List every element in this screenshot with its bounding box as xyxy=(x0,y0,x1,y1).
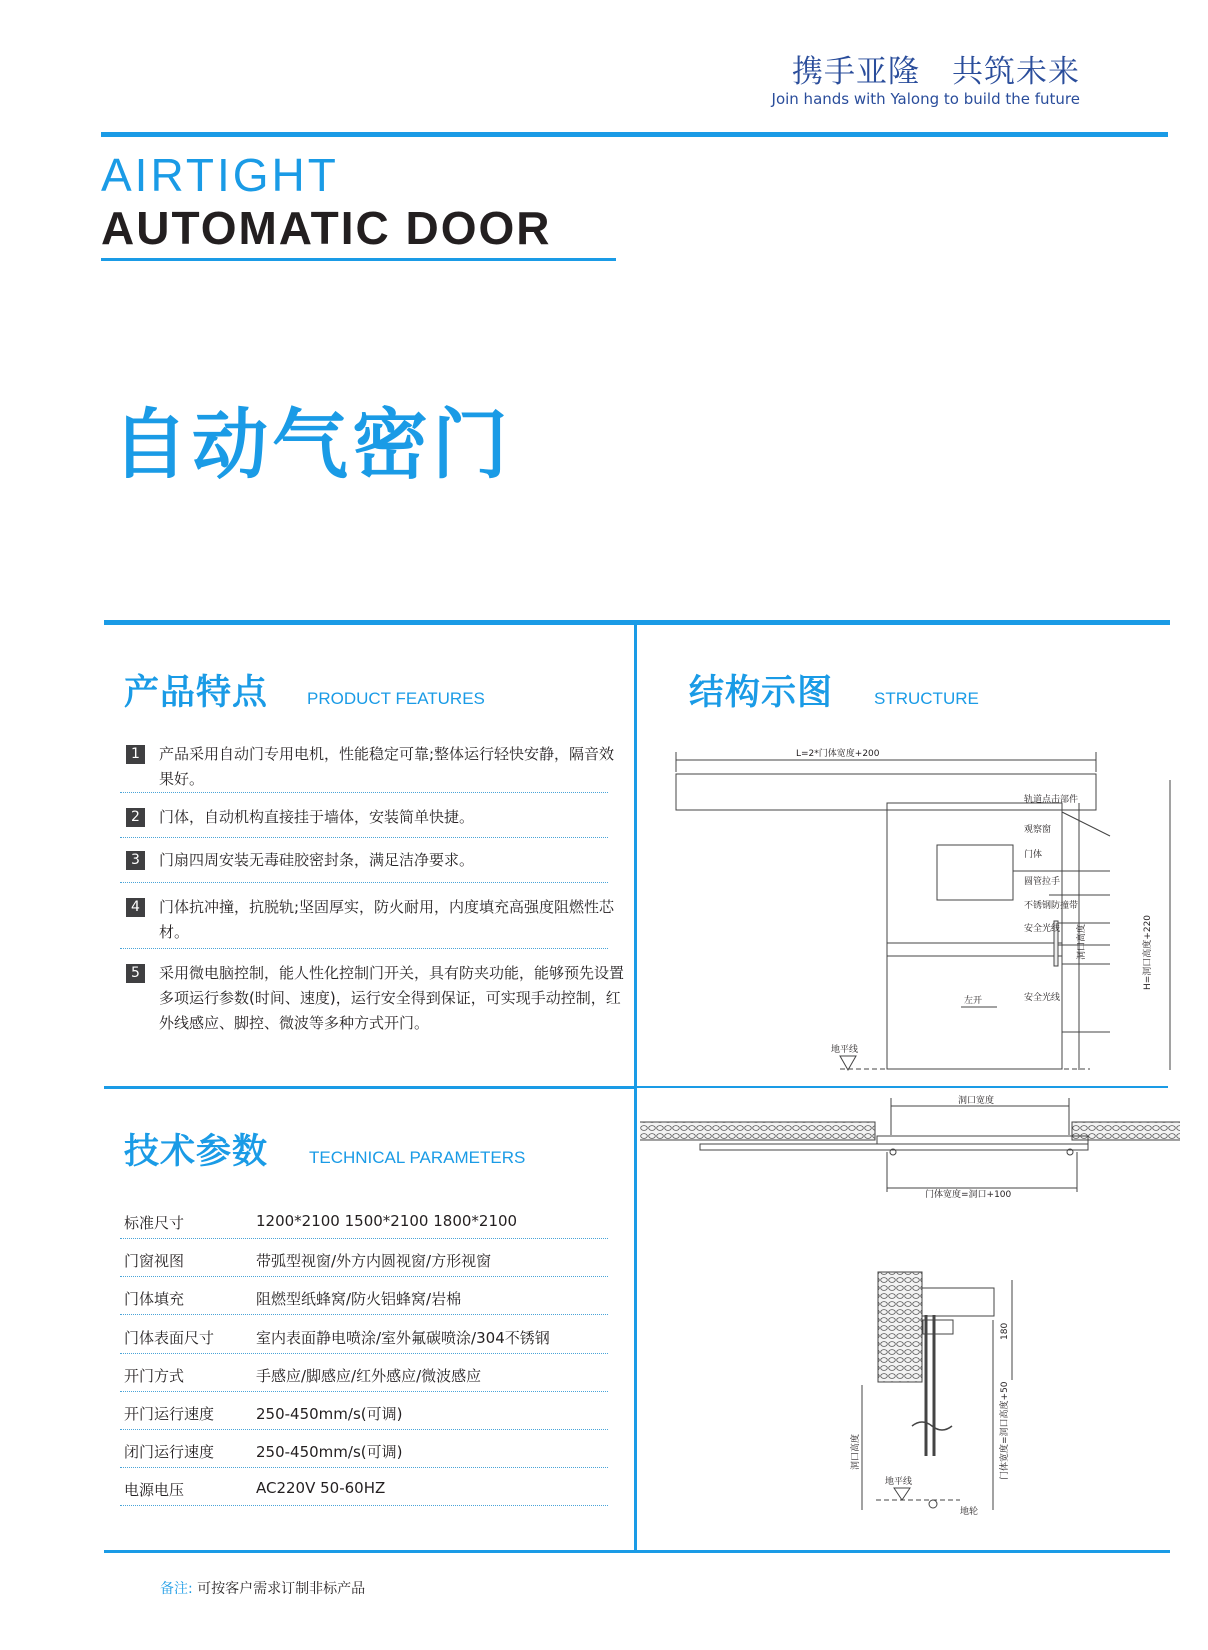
dotted-divider xyxy=(120,882,608,883)
door-height-label: 门体宽度=洞口高度+50 xyxy=(1000,1381,1010,1480)
safety-light-label-2: 安全光线 xyxy=(1024,993,1061,1003)
feature-item xyxy=(126,895,626,945)
safety-light-label-1: 安全光线 xyxy=(1024,924,1061,934)
param-value: AC220V 50-60HZ xyxy=(256,1479,386,1497)
feature-text: 门体，自动机构直接挂于墙体，安装简单快捷。 xyxy=(159,808,475,826)
feature-text: 采用微电脑控制，能人性化控制门开关，具有防夹功能，能够预先设置多项运行参数(时间、速度)，运行安全得到保证，可实现手动控制，红外线感应、脚控、微波等多种方式开门。 xyxy=(159,964,625,1032)
ground-line-label-2: 地平线 xyxy=(885,1477,913,1487)
features-heading-cn: 产品特点 xyxy=(124,673,269,713)
opening-height-label: 洞口高度 xyxy=(1077,923,1087,960)
left-open-label: 左开 xyxy=(964,996,983,1006)
param-label: 门体表面尺寸 xyxy=(124,1329,215,1347)
ground-line-label: 地平线 xyxy=(831,1045,859,1055)
param-value: 带弧型视窗/外方内圆视窗/方形视窗 xyxy=(256,1252,492,1270)
parameters-heading-en: TECHNICAL PARAMETERS xyxy=(309,1148,526,1167)
dotted-divider xyxy=(120,1353,608,1354)
title-en-line2: AUTOMATIC DOOR xyxy=(101,202,552,254)
feature-number: 1 xyxy=(126,745,145,764)
feature-text: 产品采用自动门专用电机，性能稳定可靠;整体运行轻快安静，隔音效果好。 xyxy=(159,745,615,788)
param-label: 门窗视图 xyxy=(124,1252,185,1270)
dotted-divider xyxy=(120,1238,608,1239)
param-label: 电源电压 xyxy=(124,1481,185,1499)
dotted-divider xyxy=(120,1505,608,1506)
section-bottom-rule xyxy=(104,1550,1170,1553)
param-value: 250-450mm/s(可调) xyxy=(256,1443,403,1461)
dotted-divider xyxy=(120,1391,608,1392)
dotted-divider xyxy=(120,948,608,949)
slogan-cn: 携手亚隆 共筑未来 xyxy=(792,54,1080,90)
param-label: 标准尺寸 xyxy=(124,1214,185,1232)
param-label: 开门方式 xyxy=(124,1367,185,1385)
feature-text: 门体抗冲撞，抗脱轨;坚固厚实，防火耐用，内度填充高强度阻燃性芯材。 xyxy=(159,898,615,941)
dim-top-label: L=2*门体宽度+200 xyxy=(796,749,880,759)
wheel-label: 地轮 xyxy=(960,1507,979,1517)
param-value: 250-450mm/s(可调) xyxy=(256,1405,403,1423)
structure-heading-cn: 结构示图 xyxy=(689,673,834,713)
total-height-label: H=洞口高度+220 xyxy=(1143,914,1153,990)
guard-label: 不锈钢防撞带 xyxy=(1024,901,1079,911)
feature-number: 2 xyxy=(126,808,145,827)
structure-diagram xyxy=(640,740,1180,1540)
feature-number: 4 xyxy=(126,898,145,917)
dotted-divider xyxy=(120,1467,608,1468)
dotted-divider xyxy=(120,837,608,838)
parameters-heading-cn: 技术参数 xyxy=(124,1132,269,1172)
feature-item xyxy=(126,742,626,792)
param-label: 门体填充 xyxy=(124,1290,185,1308)
structure-heading-en: STRUCTURE xyxy=(874,689,979,708)
door-label: 门体 xyxy=(1024,850,1043,860)
feature-item xyxy=(126,805,626,830)
opening-width-label: 洞口宽度 xyxy=(958,1096,995,1106)
note-label: 备注: xyxy=(160,1581,193,1597)
left-mid-rule xyxy=(104,1086,634,1089)
dotted-divider xyxy=(120,1429,608,1430)
footnote xyxy=(160,1578,365,1598)
param-value: 室内表面静电喷涂/室外氟碳喷涂/304不锈钢 xyxy=(256,1329,550,1347)
feature-number: 3 xyxy=(126,851,145,870)
dotted-divider xyxy=(120,1276,608,1277)
title-cn: 自动气密门 xyxy=(112,400,512,489)
door-width-label: 门体宽度=洞口+100 xyxy=(925,1190,1012,1200)
feature-number: 5 xyxy=(126,964,145,983)
track-label: 轨道点击部件 xyxy=(1024,795,1079,805)
feature-text: 门扇四周安装无毒硅胶密封条，满足洁净要求。 xyxy=(159,851,475,869)
param-label: 开门运行速度 xyxy=(124,1405,215,1423)
dotted-divider xyxy=(120,1314,608,1315)
dotted-divider xyxy=(120,792,608,793)
features-heading-en: PRODUCT FEATURES xyxy=(307,689,485,708)
title-en-line1: AIRTIGHT xyxy=(101,149,339,201)
header-rule xyxy=(101,132,1168,137)
param-label: 闭门运行速度 xyxy=(124,1443,215,1461)
param-value: 1200*2100 1500*2100 1800*2100 xyxy=(256,1212,518,1230)
handle-label: 圆管拉手 xyxy=(1024,877,1061,887)
section-top-rule xyxy=(104,620,1170,625)
window-label: 观察窗 xyxy=(1024,825,1052,835)
dim-180-label: 180 xyxy=(1000,1322,1010,1340)
param-value: 阻燃型纸蜂窝/防火铝蜂窝/岩棉 xyxy=(256,1290,462,1308)
note-text: 可按客户需求订制非标产品 xyxy=(197,1581,366,1597)
feature-item xyxy=(126,848,626,873)
feature-item xyxy=(126,961,626,1036)
slogan-en: Join hands with Yalong to build the future xyxy=(771,90,1080,108)
opening-height-label-2: 洞口高度 xyxy=(851,1433,861,1470)
title-underline xyxy=(101,258,616,261)
param-value: 手感应/脚感应/红外感应/微波感应 xyxy=(256,1367,482,1385)
